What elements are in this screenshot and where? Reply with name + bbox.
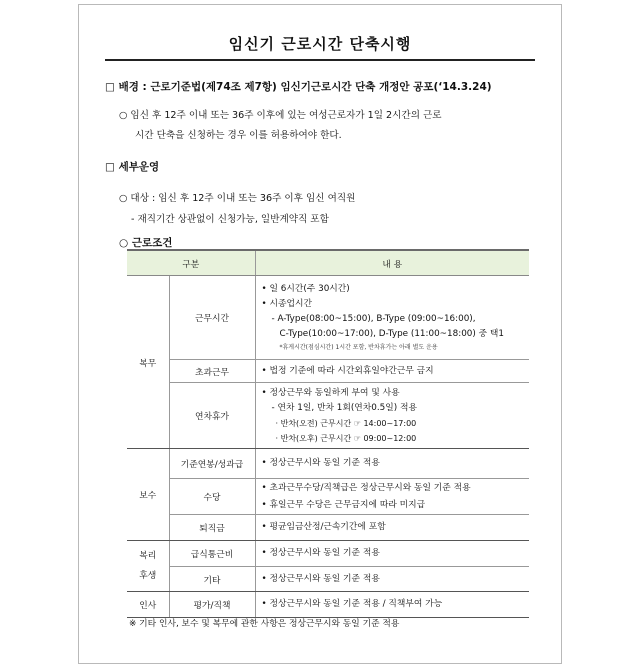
sub-work-hours: 근무시간: [169, 276, 255, 360]
sub-allowance: 수당: [169, 479, 255, 515]
content-eval: [255, 592, 529, 618]
header-content: 내 용: [255, 250, 529, 276]
welfare-label-line1: 복리: [139, 551, 157, 561]
target-sub-line: - 재직기간 상관없이 신청가능, 일반계약직 포함: [131, 214, 329, 225]
table-row: [127, 592, 529, 618]
header-category: 구분: [127, 250, 255, 276]
category-pay: 보수: [127, 449, 169, 541]
sub-salary: 기준연봉/성과급: [169, 449, 255, 479]
table-row: [127, 383, 529, 449]
background-body-line2: 시간 단축을 신청하는 경우 이를 허용하여야 한다.: [135, 130, 342, 141]
work-hours-note: *휴게시간(점심시간) 1시간 포함, 반차휴가는 아래 별도 운용: [279, 344, 438, 351]
etc-line1: • 정상근무시와 동일 기준 적용: [261, 573, 380, 584]
content-etc: [255, 567, 529, 592]
detail-heading: □ 세부운영: [105, 161, 160, 173]
table-row: [127, 360, 529, 383]
table-row: [127, 276, 529, 360]
content-overtime: [255, 360, 529, 383]
leave-line1: • 정상근무와 동일하게 부여 및 사용: [261, 387, 400, 398]
sub-etc: 기타: [169, 567, 255, 592]
category-service: 복무: [127, 276, 169, 449]
eval-line1: • 정상근무시와 동일 기준 적용 / 직책부여 가능: [261, 599, 443, 609]
table-header-row: [127, 250, 529, 276]
background-body-line1: ○ 임신 후 12주 이내 또는 36주 이후에 있는 여성근로자가 1일 2시간의 근로: [119, 110, 442, 121]
footnote: ※ 기타 인사, 보수 및 복무에 관한 사항은 정상근무시와 동일 기준 적용: [129, 619, 400, 629]
sub-eval: 평가/직책: [169, 592, 255, 618]
document-title: 임신기 근로시간 단축시행: [228, 35, 412, 53]
table-row: [127, 541, 529, 567]
salary-line1: • 정상근무시와 동일 기준 적용: [261, 458, 380, 468]
sub-meal: 급식통근비: [169, 541, 255, 567]
background-heading: □ 배경 : 근로기준법(제74조 제7항) 임신기근로시간 단축 개정안 공포(‘14.3.24): [105, 81, 492, 93]
sub-overtime: 초과근무: [169, 360, 255, 383]
overtime-line1: • 법정 기준에 따라 시간외휴일야간근무 금지: [261, 365, 434, 376]
content-allowance: [255, 479, 529, 515]
table-row: [127, 515, 529, 541]
document-page: [78, 4, 562, 664]
category-hr: 인사: [127, 592, 169, 618]
severance-line1: • 평균임금산정/근속기간에 포함: [261, 522, 386, 532]
table-row: [127, 479, 529, 515]
content-leave: [255, 383, 529, 449]
content-severance: [255, 515, 529, 541]
content-meal: [255, 541, 529, 567]
content-work-hours: [255, 276, 529, 360]
conditions-table: [127, 249, 529, 618]
target-line: ○ 대상 : 임신 후 12주 이내 또는 36주 이후 임신 여직원: [119, 193, 356, 204]
title-underline: [105, 59, 535, 61]
allowance-line2: • 휴일근무 수당은 근무금지에 따라 미지급: [261, 499, 426, 510]
meal-line1: • 정상근무시와 동일 기준 적용: [261, 548, 380, 558]
work-hours-line1: • 일 6시간(주 30시간): [261, 284, 350, 294]
table-row: [127, 567, 529, 592]
allowance-line1: • 초과근무수당/직책급은 정상근무시와 동일 기준 적용: [261, 482, 471, 493]
sub-leave: 연차휴가: [169, 383, 255, 449]
leave-line4: · 반차(오후) 근무시간 ☞ 09:00~12:00: [275, 433, 417, 443]
category-welfare: [127, 541, 169, 592]
work-hours-line2: • 시종업시간: [261, 299, 312, 309]
work-hours-line3: - A-Type(08:00~15:00), B-Type (09:00~16:00),: [271, 314, 476, 324]
work-hours-line4: C-Type(10:00~17:00), D-Type (11:00~18:00) 중 택1: [279, 329, 505, 339]
leave-line3: · 반차(오전) 근무시간 ☞ 14:00~17:00: [275, 418, 417, 428]
content-salary: [255, 449, 529, 479]
sub-severance: 퇴직금: [169, 515, 255, 541]
conditions-heading: ○ 근로조건: [119, 237, 173, 249]
welfare-label-line2: 후생: [139, 571, 157, 581]
leave-line2: - 연차 1일, 반차 1회(연차0.5일) 적용: [271, 402, 417, 413]
table-row: [127, 449, 529, 479]
